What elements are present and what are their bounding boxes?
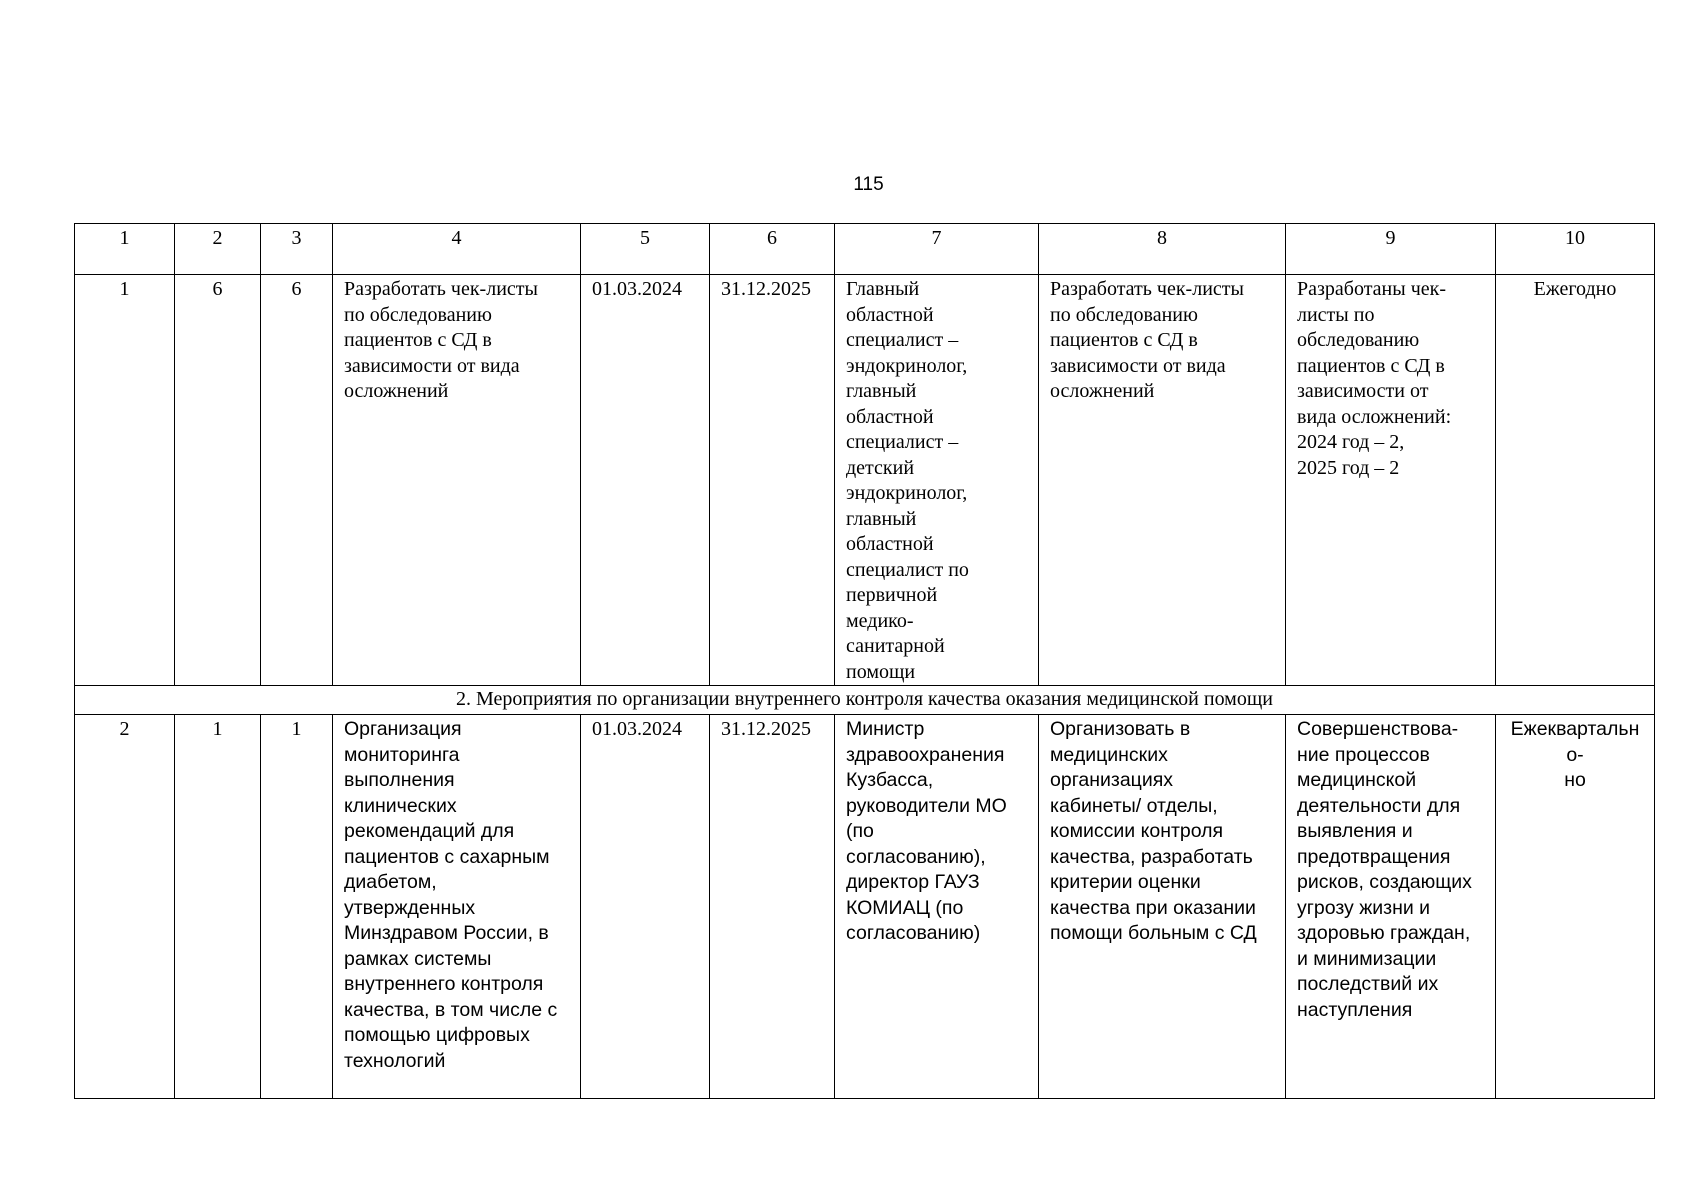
task-cell [1039,275,1286,686]
cell-line: Организация [344,718,462,740]
cell-line: специалист – [846,431,959,453]
cell-line: Ежеквартально- [1510,718,1640,766]
header-cell: 6 [710,224,835,275]
cell-line: внутреннего контроля [344,973,544,995]
cell-line: по обследованию [1050,303,1198,326]
cell-line: Кузбасса, [846,769,934,791]
header-cell: 3 [261,224,333,275]
cell-line: осложнений [1050,380,1155,402]
cell-line: предотвращения [1297,845,1451,868]
cell-line: КОМИАЦ (по [846,896,964,919]
activity-cell [333,275,581,686]
section-heading-row [75,686,1655,715]
cell-line: наступления [1297,998,1413,1021]
cell-line: медико- [846,609,914,632]
cell-line: помощи [846,660,916,683]
cell-line: пациентов с сахарным [344,845,550,868]
header-cell: 2 [175,224,261,275]
cell-line: помощи больным с СД [1050,922,1257,944]
cell-line: качества при оказании [1050,896,1256,919]
header-cell: 4 [333,224,581,275]
cell-line: рисков, создающих [1297,871,1472,893]
cell-line: эндокринолог, [846,354,968,377]
cell-line: рамках системы [344,947,492,970]
cell-line: эндокринолог, [846,482,968,504]
page-number: 115 [853,174,884,195]
cell-line: вида осложнений: [1297,405,1452,428]
cell-line: Разработать чек-листы [344,278,538,300]
cell-line: клинических [344,794,457,817]
end-date-cell: 31.12.2025 [710,275,835,686]
cell-line: Министр [846,718,925,740]
subsection-number-cell: 1 [175,715,261,1099]
cell-line: 2024 год – 2, [1297,431,1405,453]
section-number-cell: 2 [75,715,175,1099]
cell-line: Разработать чек-листы [1050,278,1244,300]
cell-line: первичной [846,584,938,606]
frequency-cell [1496,715,1655,1099]
cell-line: помощью цифровых [344,1024,530,1046]
cell-line: качества, в том числе с [344,998,558,1021]
header-cell: 10 [1496,224,1655,275]
cell-line: согласованию) [846,922,981,944]
table-row [75,715,1655,1099]
cell-line: критерии оценки [1050,871,1201,893]
cell-line: рекомендаций для [344,820,515,842]
cell-line: детский [846,456,915,479]
cell-line: Главный [846,278,920,300]
cell-line: Минздравом России, в [344,922,549,944]
section-heading: 2. Мероприятия по организации внутреннего контроля качества оказания медицинской помощи [75,686,1655,715]
cell-line: Организовать в [1050,718,1191,740]
cell-line: технологий [344,1049,446,1072]
cell-line: зависимости от вида [1050,354,1226,377]
responsible-cell [835,715,1039,1099]
header-cell: 7 [835,224,1039,275]
cell-line: руководители МО [846,794,1007,817]
cell-line: комиссии контроля [1050,820,1224,842]
section-number-cell: 1 [75,275,175,686]
header-row [75,224,1655,275]
result-cell [1286,715,1496,1099]
cell-line: медицинских [1050,743,1168,766]
activity-cell [333,715,581,1099]
cell-line: качества, разработать [1050,845,1253,868]
cell-line: обследованию [1297,329,1420,351]
cell-line: по обследованию [344,303,492,326]
cell-line: согласованию), [846,845,986,868]
cell-line: деятельности для [1297,794,1461,817]
cell-line: пациентов с СД в [1050,329,1198,351]
cell-line: Совершенствова- [1297,718,1459,740]
cell-line: (по [846,820,874,842]
cell-line: пациентов с СД в [1297,354,1445,377]
cell-line: организациях [1050,769,1174,791]
plan-table [74,223,1655,1099]
cell-line: диабетом, [344,871,437,893]
cell-line: санитарной [846,635,945,657]
start-date-cell: 01.03.2024 [581,715,710,1099]
start-date-cell: 01.03.2024 [581,275,710,686]
cell-line: выполнения [344,769,455,791]
cell-line: осложнений [344,380,449,402]
frequency-cell: Ежегодно [1496,275,1655,686]
cell-line: пациентов с СД в [344,329,492,351]
cell-line: и минимизации [1297,947,1437,970]
end-date-cell: 31.12.2025 [710,715,835,1099]
cell-line: главный [846,507,917,530]
cell-line: последствий их [1297,973,1439,995]
header-cell: 8 [1039,224,1286,275]
cell-line: угрозу жизни и [1297,896,1431,919]
cell-line: директор ГАУЗ [846,871,980,893]
cell-line: зависимости от [1297,380,1429,402]
cell-line: выявления и [1297,820,1413,842]
cell-line: главный [846,380,917,402]
subsection-number-cell: 6 [175,275,261,686]
header-cell: 1 [75,224,175,275]
cell-line: медицинской [1297,769,1417,791]
table-row [75,275,1655,686]
result-cell [1286,275,1496,686]
cell-line: здоровью граждан, [1297,922,1471,944]
cell-line: специалист по [846,558,969,581]
cell-line: ние процессов [1297,743,1430,766]
cell-line: 2025 год – 2 [1297,456,1400,479]
cell-line: областной [846,405,934,428]
cell-line: специалист – [846,329,959,351]
cell-line: здравоохранения [846,743,1005,766]
cell-line: областной [846,303,934,326]
item-number-cell: 6 [261,275,333,686]
cell-line: зависимости от вида [344,354,520,377]
cell-line: но [1564,769,1586,791]
item-number-cell: 1 [261,715,333,1099]
cell-line: Разработаны чек- [1297,278,1447,300]
responsible-cell [835,275,1039,686]
cell-line: мониторинга [344,743,460,766]
cell-line: кабинеты/ отделы, [1050,794,1218,817]
cell-line: листы по [1297,303,1375,326]
cell-line: утвержденных [344,896,476,919]
cell-line: областной [846,533,934,555]
task-cell [1039,715,1286,1099]
header-cell: 5 [581,224,710,275]
header-cell: 9 [1286,224,1496,275]
